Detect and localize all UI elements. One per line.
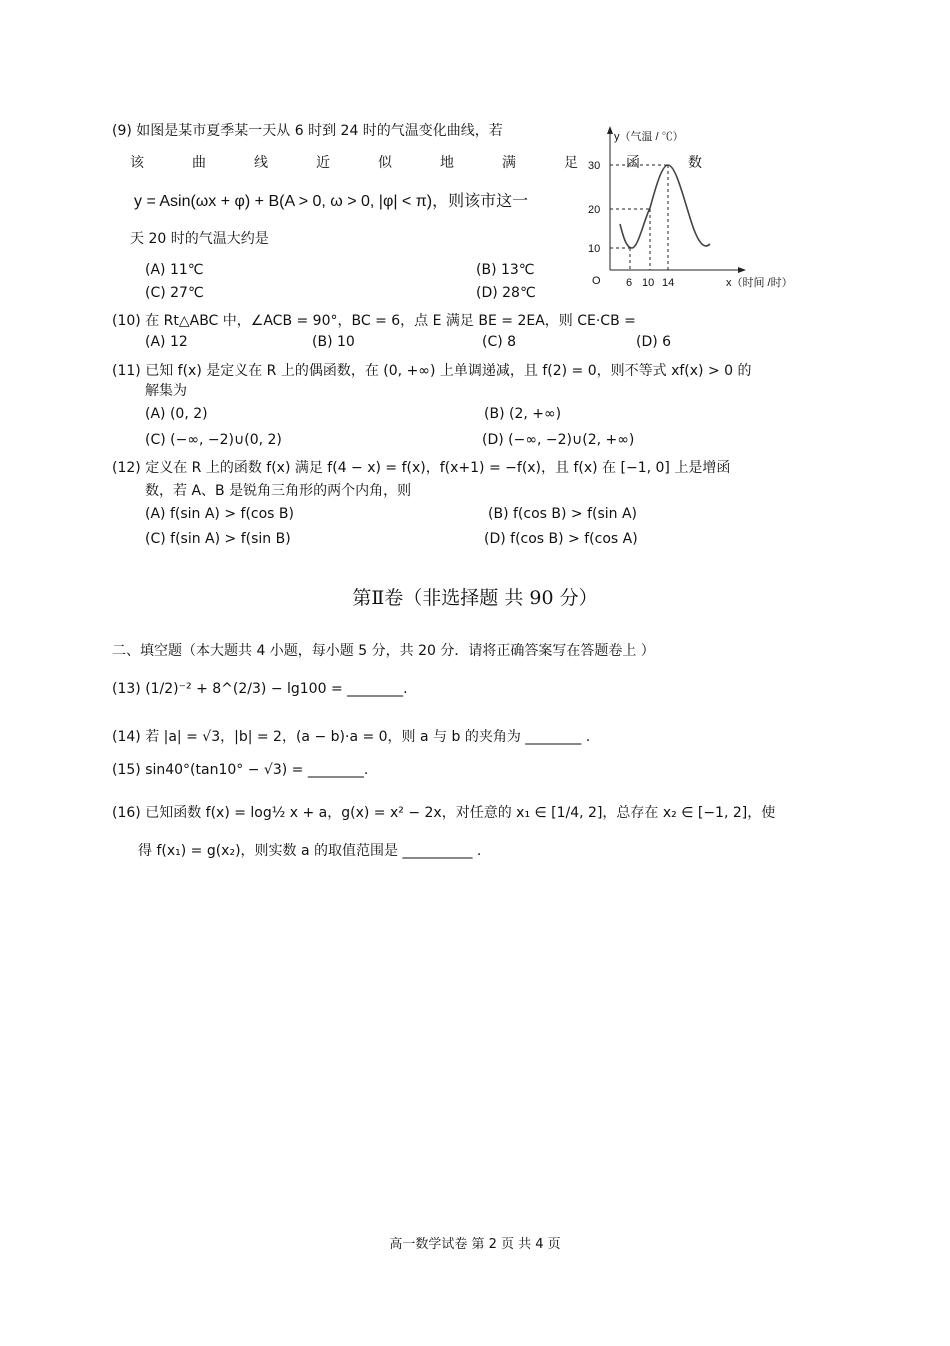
q12-option-a: (A) f(sin A) > f(cos B) — [145, 506, 294, 522]
page-footer: 高一数学试卷 第 2 页 共 4 页 — [389, 1237, 561, 1252]
graph-x-label: x（时间 /时） — [726, 277, 793, 289]
q9-line2-char: 曲 — [192, 155, 206, 171]
graph-origin: O — [592, 275, 601, 287]
graph-x-tick-10: 10 — [642, 277, 655, 289]
q12-option-b: (B) f(cos B) > f(sin A) — [488, 506, 638, 522]
graph-x-tick-14: 14 — [662, 277, 675, 289]
temperature-graph — [580, 120, 810, 295]
graph-y-tick-10: 10 — [588, 243, 601, 255]
graph-x-tick-6: 6 — [626, 277, 633, 289]
graph-y-label: y（气温 / ℃） — [614, 131, 684, 143]
q10-option-c: (C) 8 — [482, 334, 517, 350]
q9-line2-char: 函 — [626, 155, 640, 171]
graph-y-tick-20: 20 — [588, 204, 601, 216]
q12-option-d: (D) f(cos B) > f(cos A) — [484, 531, 638, 547]
q9-line2-char: 数 — [688, 155, 702, 171]
section-2-title: 第Ⅱ卷（非选择题 共 90 分） — [352, 587, 598, 609]
q9-line4: 天 20 时的气温大约是 — [130, 231, 269, 247]
q15: (15) sin40°(tan10° − √3) = ________. — [112, 762, 369, 778]
q9-line2-char: 足 — [564, 155, 578, 171]
q9-line2-char: 近 — [316, 155, 330, 171]
q9-line1: (9) 如图是某市夏季某一天从 6 时到 24 时的气温变化曲线，若 — [112, 123, 503, 139]
q12-stem: (12) 定义在 R 上的函数 f(x) 满足 f(4 − x) = f(x)，f(x+1) = −f(x)，且 f(x) 在 [−1, 0] 上是增函 — [112, 460, 731, 476]
q11-option-c: (C) (−∞, −2)∪(0, 2) — [145, 432, 282, 448]
q9-option-c: (C) 27℃ — [145, 285, 204, 301]
q11-option-a: (A) (0, 2) — [145, 406, 208, 422]
q16-line2: 得 f(x₁) = g(x₂)，则实数 a 的取值范围是 __________ . — [138, 843, 482, 859]
graph-y-tick-30: 30 — [588, 160, 601, 172]
q10-stem: (10) 在 Rt△ABC 中，∠ACB = 90°，BC = 6，点 E 满足 BE = 2EA，则 CE·CB = — [112, 313, 636, 329]
q10-option-a: (A) 12 — [145, 334, 188, 350]
q9-formula: y = Asin(ωx + φ) + B(A > 0, ω > 0, |φ| < π)，则该市这一 — [134, 193, 529, 210]
q12-option-c: (C) f(sin A) > f(sin B) — [145, 531, 291, 547]
q10-option-d: (D) 6 — [636, 334, 672, 350]
q9-line2-char: 满 — [502, 155, 516, 171]
q9-line2-char: 似 — [378, 155, 392, 171]
q11-option-b: (B) (2, +∞) — [484, 406, 562, 422]
q9-line2-char: 地 — [440, 155, 454, 171]
q12-stem2: 数，若 A、B 是锐角三角形的两个内角，则 — [145, 483, 412, 499]
section-2-instruction: 二、填空题（本大题共 4 小题，每小题 5 分，共 20 分．请将正确答案写在答题卷上 ） — [112, 643, 655, 659]
q11-stem: (11) 已知 f(x) 是定义在 R 上的偶函数，在 (0, +∞) 上单调递减，且 f(2) = 0，则不等式 xf(x) > 0 的 — [112, 363, 752, 379]
q16: (16) 已知函数 f(x) = log½ x + a，g(x) = x² − 2x，对任意的 x₁ ∈ [1/4, 2]，总存在 x₂ ∈ [−1, 2]，使 — [112, 805, 776, 821]
q13: (13) (1/2)⁻² + 8^(2/3) − lg100 = ________. — [112, 681, 408, 697]
q9-line2-char: 线 — [254, 155, 268, 171]
q14: (14) 若 |a| = √3，|b| = 2，(a − b)·a = 0，则 a 与 b 的夹角为 ________ . — [112, 729, 591, 745]
q10-option-b: (B) 10 — [312, 334, 355, 350]
q9-line2-char: 该 — [130, 155, 144, 171]
q11-stem2: 解集为 — [145, 383, 187, 399]
q9-option-d: (D) 28℃ — [476, 285, 536, 301]
q11-option-d: (D) (−∞, −2)∪(2, +∞) — [482, 432, 635, 448]
q9-option-b: (B) 13℃ — [476, 262, 535, 278]
q9-option-a: (A) 11℃ — [145, 262, 204, 278]
